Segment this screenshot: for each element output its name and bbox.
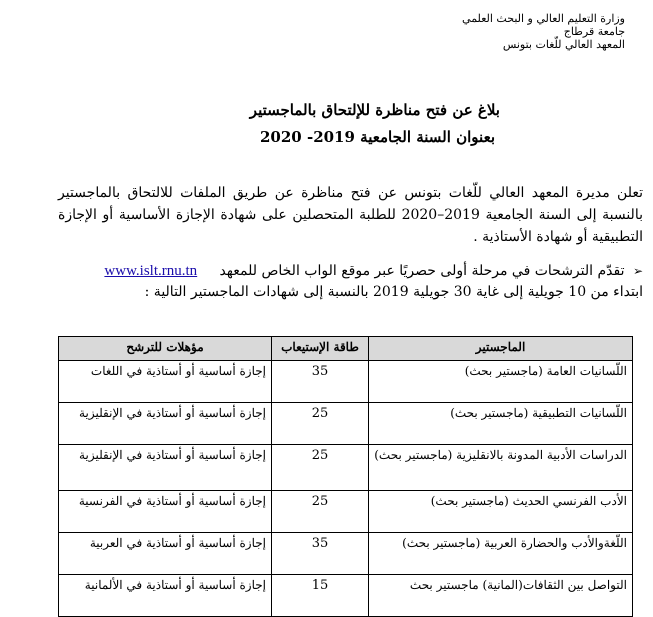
qualification-text: إجازة أساسية أو أستاذية في اللغات bbox=[59, 361, 272, 403]
master-name: الأدب الفرنسي الحديث (ماجستير بحث) bbox=[369, 491, 633, 533]
institute-name: المعهد العالي للّغات بتونس bbox=[502, 38, 625, 51]
announcement-title: بلاغ عن فتح مناظرة للإلتحاق بالماجستير bbox=[249, 101, 500, 119]
table-row bbox=[59, 403, 633, 445]
table-header-row bbox=[59, 337, 633, 361]
capacity-value: 25 bbox=[272, 403, 369, 445]
institute-website-link[interactable]: www.islt.rnu.tn bbox=[104, 263, 198, 279]
academic-year-subtitle: بعنوان السنة الجامعية 2019- 2020 bbox=[259, 128, 495, 146]
header-capacity: طاقة الإستيعاب bbox=[272, 337, 369, 361]
table-row bbox=[59, 361, 633, 403]
master-name: الدراسات الأدبية المدونة بالانقليزية (ماجستير بحث) bbox=[369, 445, 633, 491]
master-name: اللّسانيات العامة (ماجستير بحث) bbox=[369, 361, 633, 403]
master-name: اللّغةوالأدب والحضارة العربية (ماجستير بحث) bbox=[369, 533, 633, 575]
qualification-text: إجازة أساسية أو أستاذية في الإنقليزية bbox=[59, 445, 272, 491]
capacity-value: 15 bbox=[272, 575, 369, 617]
university-name: جامعة قرطاج bbox=[563, 25, 625, 38]
header-qualification: مؤهلات للترشح bbox=[59, 337, 272, 361]
table-row bbox=[59, 533, 633, 575]
header-master: الماجستير bbox=[369, 337, 633, 361]
table-row bbox=[59, 491, 633, 533]
capacity-value: 35 bbox=[272, 533, 369, 575]
table-row bbox=[59, 445, 633, 491]
qualification-text: إجازة أساسية أو أستاذية في العربية bbox=[59, 533, 272, 575]
capacity-value: 25 bbox=[272, 445, 369, 491]
table-row bbox=[59, 575, 633, 617]
qualification-text: إجازة أساسية أو أستاذية في الفرنسية bbox=[59, 491, 272, 533]
letterhead bbox=[365, 12, 625, 51]
notice-line-2: ابتداء من 10 جويلية إلى غاية 30 جويلية 2019 بالنسبة إلى شهادات الماجستير التالية : bbox=[144, 284, 643, 300]
master-name: اللّسانيات التطبيقية (ماجستير بحث) bbox=[369, 403, 633, 445]
qualification-text: إجازة أساسية أو أستاذية في الإنقليزية bbox=[59, 403, 272, 445]
ministry-name: وزارة التعليم العالي و البحث العلمي bbox=[462, 12, 625, 25]
application-notice bbox=[58, 261, 643, 303]
intro-paragraph: تعلن مديرة المعهد العالي للّغات بتونس عن فتح مناظرة عن طريق الملفات للالتحاق بالماجستير بالنسبة إلى السنة الجامعية 2019–2020 للطلبة المتحصلين على شهادة الإجازة الأساسية أو الإجازة التطبيقية أو شهادة الأستاذية . bbox=[58, 185, 643, 245]
notice-first-line bbox=[58, 261, 643, 282]
qualification-text: إجازة أساسية أو أستاذية في الألمانية bbox=[59, 575, 272, 617]
notice-line-1: تقدّم الترشحات في مرحلة أولى حصريًا عبر موقع الواب الخاص للمعهد bbox=[219, 263, 625, 279]
arrow-bullet-icon: ➢ bbox=[632, 264, 643, 278]
capacity-value: 25 bbox=[272, 491, 369, 533]
capacity-value: 35 bbox=[272, 361, 369, 403]
masters-table bbox=[58, 336, 633, 617]
master-name: التواصل بين الثقافات(المانية) ماجستير بحث bbox=[369, 575, 633, 617]
